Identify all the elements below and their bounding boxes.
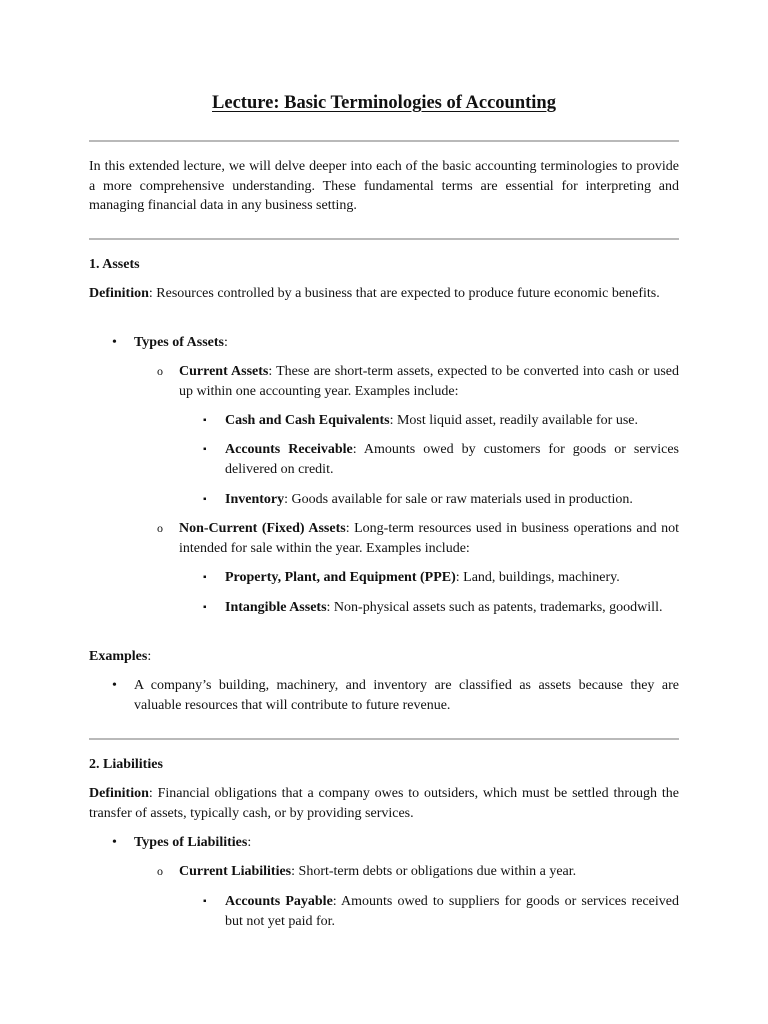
item-text: : Land, buildings, machinery.	[455, 570, 620, 585]
definition-label: Definition	[89, 286, 149, 301]
item-text: :	[223, 335, 228, 350]
item-label: Property, Plant, and Equipment (PPE)	[225, 570, 456, 585]
examples-suffix: :	[147, 649, 152, 664]
list-item-cash	[225, 411, 679, 431]
square-marker: ▪	[203, 415, 207, 426]
list-item-accounts-receivable	[225, 440, 679, 479]
bullet-marker: •	[112, 678, 117, 693]
examples-label: Examples	[89, 649, 148, 664]
item-label: Current Liabilities	[179, 864, 292, 879]
item-text: : Amounts owed to suppliers for goods or services received but not yet paid for.	[225, 894, 679, 929]
list-item-accounts-payable	[225, 892, 679, 931]
document-title: Lecture: Basic Terminologies of Accounting	[212, 93, 556, 113]
item-text: : Short-term debts or obligations due within a year.	[291, 864, 577, 879]
item-label: Types of Liabilities	[134, 835, 248, 850]
bullet-marker: •	[112, 835, 117, 850]
item-label: Inventory	[225, 492, 285, 507]
item-label: Non-Current (Fixed) Assets	[179, 521, 346, 536]
item-label: Intangible Assets	[225, 600, 327, 615]
assets-definition	[89, 284, 679, 304]
list-item-current-liabilities	[179, 862, 679, 882]
definition-text: : Financial obligations that a company owes to outsiders, which must be settled through the transfer of assets, typically cash, or by providing services.	[89, 786, 679, 821]
list-item-current-assets	[179, 362, 679, 401]
definition-label: Definition	[89, 786, 149, 801]
list-item-example: A company’s building, machinery, and inventory are classified as assets because they are valuable resources that will contribute to future revenue.	[134, 678, 679, 713]
divider	[89, 140, 679, 142]
item-label: Cash and Cash Equivalents	[225, 413, 390, 428]
item-label: Current Assets	[179, 364, 269, 379]
circle-marker: o	[157, 521, 163, 535]
item-label: Types of Assets	[134, 335, 224, 350]
list-item-ppe	[225, 568, 679, 588]
examples-heading	[89, 647, 679, 667]
square-marker: ▪	[203, 444, 207, 455]
list-item-inventory	[225, 490, 679, 510]
square-marker: ▪	[203, 572, 207, 583]
definition-text: : Resources controlled by a business that are expected to produce future economic benefits.	[148, 286, 660, 301]
section-heading-assets: 1. Assets	[89, 257, 140, 272]
divider	[89, 738, 679, 740]
item-text: : Non-physical assets such as patents, trademarks, goodwill.	[326, 600, 663, 615]
circle-marker: o	[157, 364, 163, 378]
item-label: Accounts Payable	[225, 894, 333, 909]
item-text: : Amounts owed by customers for goods or services delivered on credit.	[225, 442, 679, 477]
list-item-noncurrent-assets	[179, 519, 679, 558]
liabilities-definition	[89, 784, 679, 823]
list-item-types-of-liabilities	[134, 833, 679, 853]
bullet-marker: •	[112, 335, 117, 350]
list-item-types-of-assets	[134, 333, 679, 353]
item-text: : Long-term resources used in business operations and not intended for sale within the year. Examples include:	[179, 521, 679, 556]
intro-paragraph: In this extended lecture, we will delve deeper into each of the basic accounting terminologies to provide a more comprehensive understanding. These fundamental terms are essential for interpreting and managing financial data in any business setting.	[89, 159, 679, 213]
list-item-intangible-assets	[225, 598, 679, 618]
square-marker: ▪	[203, 896, 207, 907]
circle-marker: o	[157, 864, 163, 878]
divider	[89, 238, 679, 240]
item-text: :	[247, 835, 252, 850]
square-marker: ▪	[203, 494, 207, 505]
item-text: : Goods available for sale or raw materials used in production.	[284, 492, 633, 507]
item-text: : Most liquid asset, readily available for use.	[389, 413, 639, 428]
item-text: : These are short-term assets, expected to be converted into cash or used up within one accounting year. Examples include:	[179, 364, 679, 399]
section-heading-liabilities: 2. Liabilities	[89, 757, 163, 772]
item-label: Accounts Receivable	[225, 442, 353, 457]
square-marker: ▪	[203, 602, 207, 613]
